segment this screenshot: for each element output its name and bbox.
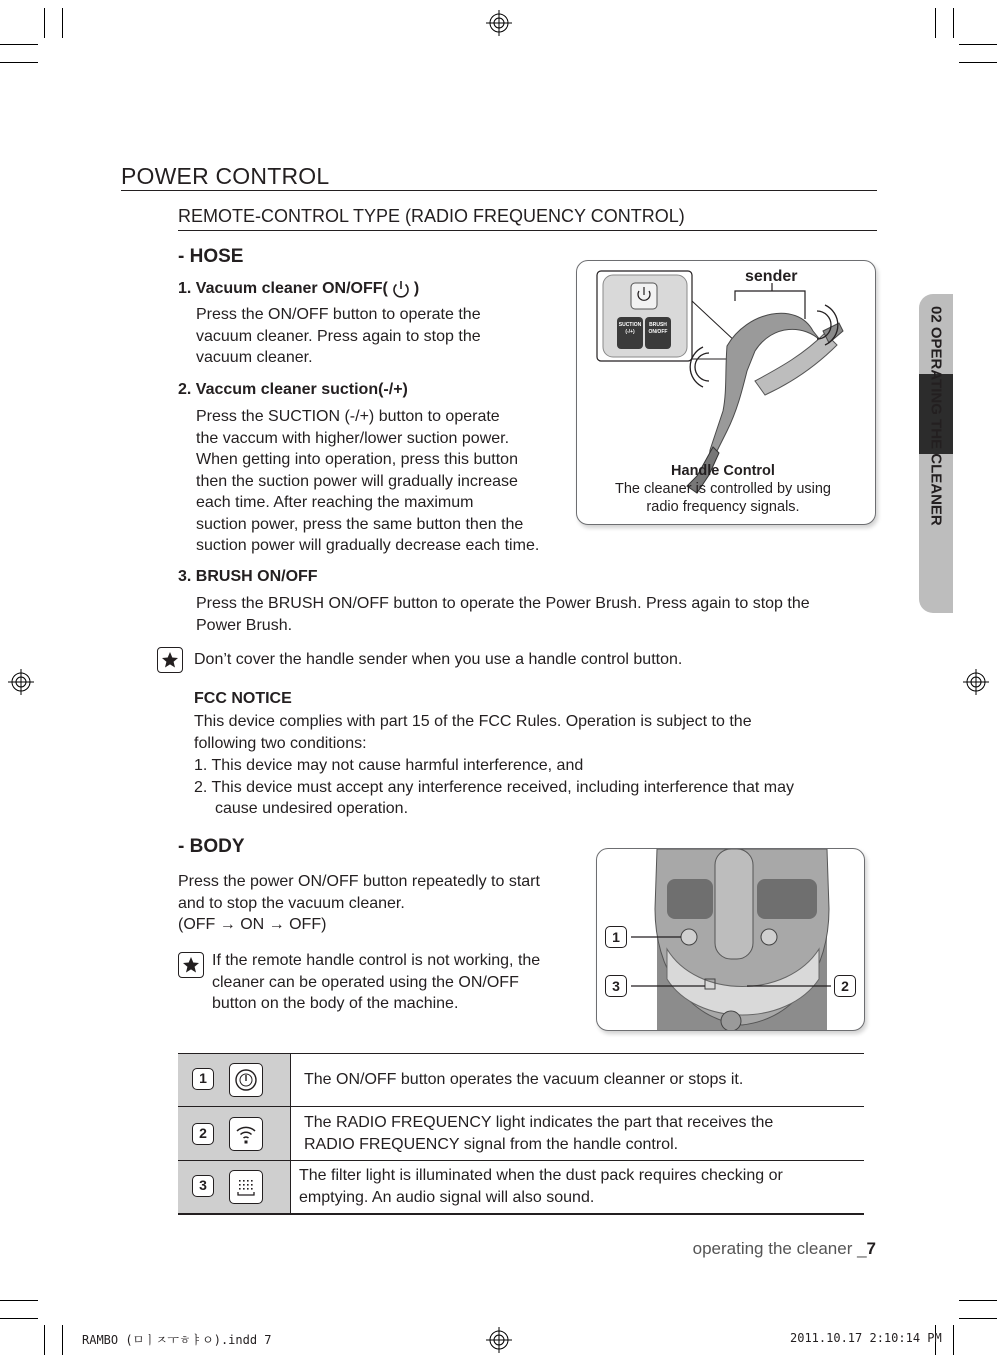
text-line: suction power will gradually decrease each time.: [196, 537, 540, 554]
legend-icon-cell: [178, 1054, 291, 1107]
suction-button-label: SUCTION: [618, 322, 642, 328]
section-subtitle: REMOTE-CONTROL TYPE (RADIO FREQUENCY CONTROL): [178, 206, 685, 226]
fcc-text: [194, 711, 794, 820]
slug-timestamp: 2011.10.17 2:10:14 PM: [790, 1331, 942, 1345]
text-line: following two conditions:: [194, 734, 367, 752]
brush-button-label: BRUSH: [649, 322, 667, 328]
suction-button: [617, 322, 643, 336]
hose-item2-title: 2. Vaccum cleaner suction(-/+): [178, 381, 408, 398]
text-line: When getting into operation, press this button: [196, 451, 518, 468]
text-line: cleaner can be operated using the ON/OFF: [212, 973, 519, 991]
legend-text-cell: [291, 1054, 865, 1107]
text-line: radio frequency signals.: [646, 499, 800, 515]
registration-mark-right: [963, 669, 989, 695]
footer-label: operating the cleaner _: [692, 1239, 867, 1258]
hose-item1-text: [196, 304, 481, 369]
radio-signal-icon: [229, 1117, 263, 1151]
slug-file: RAMBO (ㅁㅣㅈㅜㅎㅑㅇ).indd 7: [82, 1333, 272, 1347]
legend-number: 3: [192, 1175, 214, 1197]
hose-item1-title: [178, 279, 419, 299]
text-line: If the remote handle control is not working, the: [212, 952, 541, 969]
text-line: each time. After reaching the maximum: [196, 494, 474, 511]
callout-2: 2: [834, 975, 856, 997]
page-footer: [693, 1239, 876, 1259]
fcc-heading: FCC NOTICE: [194, 690, 292, 707]
brush-button: [645, 322, 671, 336]
filter-icon: [229, 1170, 263, 1204]
text-line: and to stop the vacuum cleaner.: [178, 894, 405, 912]
handle-control-figure: [576, 260, 876, 525]
hose-item3-title: 3. BRUSH ON/OFF: [178, 568, 318, 585]
text-line: vacuum cleaner.: [196, 349, 313, 366]
text-line: The cleaner is controlled by using: [614, 481, 831, 497]
hose-item1-title-close: ): [413, 280, 420, 297]
legend-text-cell: [291, 1161, 865, 1214]
text-line: Press the BRUSH ON/OFF button to operate the Power Brush. Press again to stop the: [196, 595, 810, 612]
legend-text-cell: [291, 1107, 865, 1161]
sender-label: sender: [745, 268, 798, 285]
hose-note: Don’t cover the handle sender when you use a handle control button.: [194, 651, 683, 668]
registration-mark-left: [8, 669, 34, 695]
body-note-star-icon: [178, 952, 204, 978]
table-row: [178, 1054, 864, 1107]
brush-button-sub: ON/OFF: [648, 329, 668, 335]
fcc-condition-1: 1. This device may not cause harmful interference, and: [194, 757, 584, 774]
registration-mark-top: [486, 10, 512, 36]
note-star-icon: [157, 647, 183, 673]
legend-icon-cell: [178, 1161, 291, 1214]
hose-item1-title-text: 1. Vacuum cleaner ON/OFF(: [178, 280, 388, 297]
hose-item2-text: [196, 406, 539, 557]
body-text: [178, 871, 540, 936]
fcc-condition-2: 2. This device must accept any interference received, including interference that may: [194, 778, 795, 796]
power-icon: [388, 279, 414, 299]
text-line: (OFF → ON → OFF): [178, 916, 327, 933]
page-number: 7: [866, 1239, 876, 1258]
indicator-legend-table: [178, 1053, 864, 1215]
power-button-icon: [229, 1063, 263, 1097]
hose-item3-text: [196, 593, 810, 636]
body-heading: - BODY: [178, 836, 245, 857]
legend-icon-cell: [178, 1107, 291, 1161]
callout-3: 3: [605, 975, 627, 997]
text-line: Press the power ON/OFF button repeatedly to start: [178, 873, 540, 890]
body-note: [212, 950, 540, 1015]
text-line: then the suction power will gradually increase: [196, 472, 518, 490]
table-row: [178, 1161, 864, 1214]
text-line: the vaccum with higher/lower suction power.: [196, 429, 510, 447]
cleaner-body-illustration: [597, 849, 864, 1030]
page-title: POWER CONTROL: [121, 163, 330, 189]
fcc-condition-2-cont: cause undesired operation.: [215, 800, 409, 817]
hose-heading: - HOSE: [178, 246, 244, 267]
legend-text: The RADIO FREQUENCY light indicates the part that receives the: [304, 1114, 774, 1131]
handle-caption-title: Handle Control: [671, 463, 775, 479]
text-line: Power Brush.: [196, 616, 293, 634]
side-tab-label: 02 OPERATING THE CLEANER: [927, 306, 945, 526]
legend-number: 1: [192, 1068, 214, 1090]
legend-number: 2: [192, 1123, 214, 1145]
text-line: Press the SUCTION (-/+) button to operate: [196, 408, 500, 425]
suction-button-sub: (-/+): [625, 329, 635, 335]
text-line: button on the body of the machine.: [212, 995, 459, 1012]
subtitle-rule: [178, 230, 877, 231]
legend-text: RADIO FREQUENCY signal from the handle control.: [304, 1135, 679, 1153]
text-line: suction power, press the same button then the: [196, 515, 524, 533]
table-row: [178, 1107, 864, 1161]
text-line: This device complies with part 15 of the FCC Rules. Operation is subject to the: [194, 713, 752, 730]
callout-1: 1: [605, 926, 627, 948]
legend-text: The ON/OFF button operates the vacuum cleanner or stops it.: [304, 1071, 744, 1089]
text-line: Press the ON/OFF button to operate the: [196, 306, 481, 323]
legend-text: The filter light is illuminated when the dust pack requires checking or: [299, 1167, 783, 1185]
text-line: vacuum cleaner. Press again to stop the: [196, 327, 481, 345]
title-rule: [121, 190, 877, 191]
registration-mark-bottom: [486, 1327, 512, 1353]
handle-caption: [577, 462, 869, 516]
legend-text: emptying. An audio signal will also sound.: [299, 1188, 595, 1206]
body-control-figure: [596, 848, 865, 1031]
